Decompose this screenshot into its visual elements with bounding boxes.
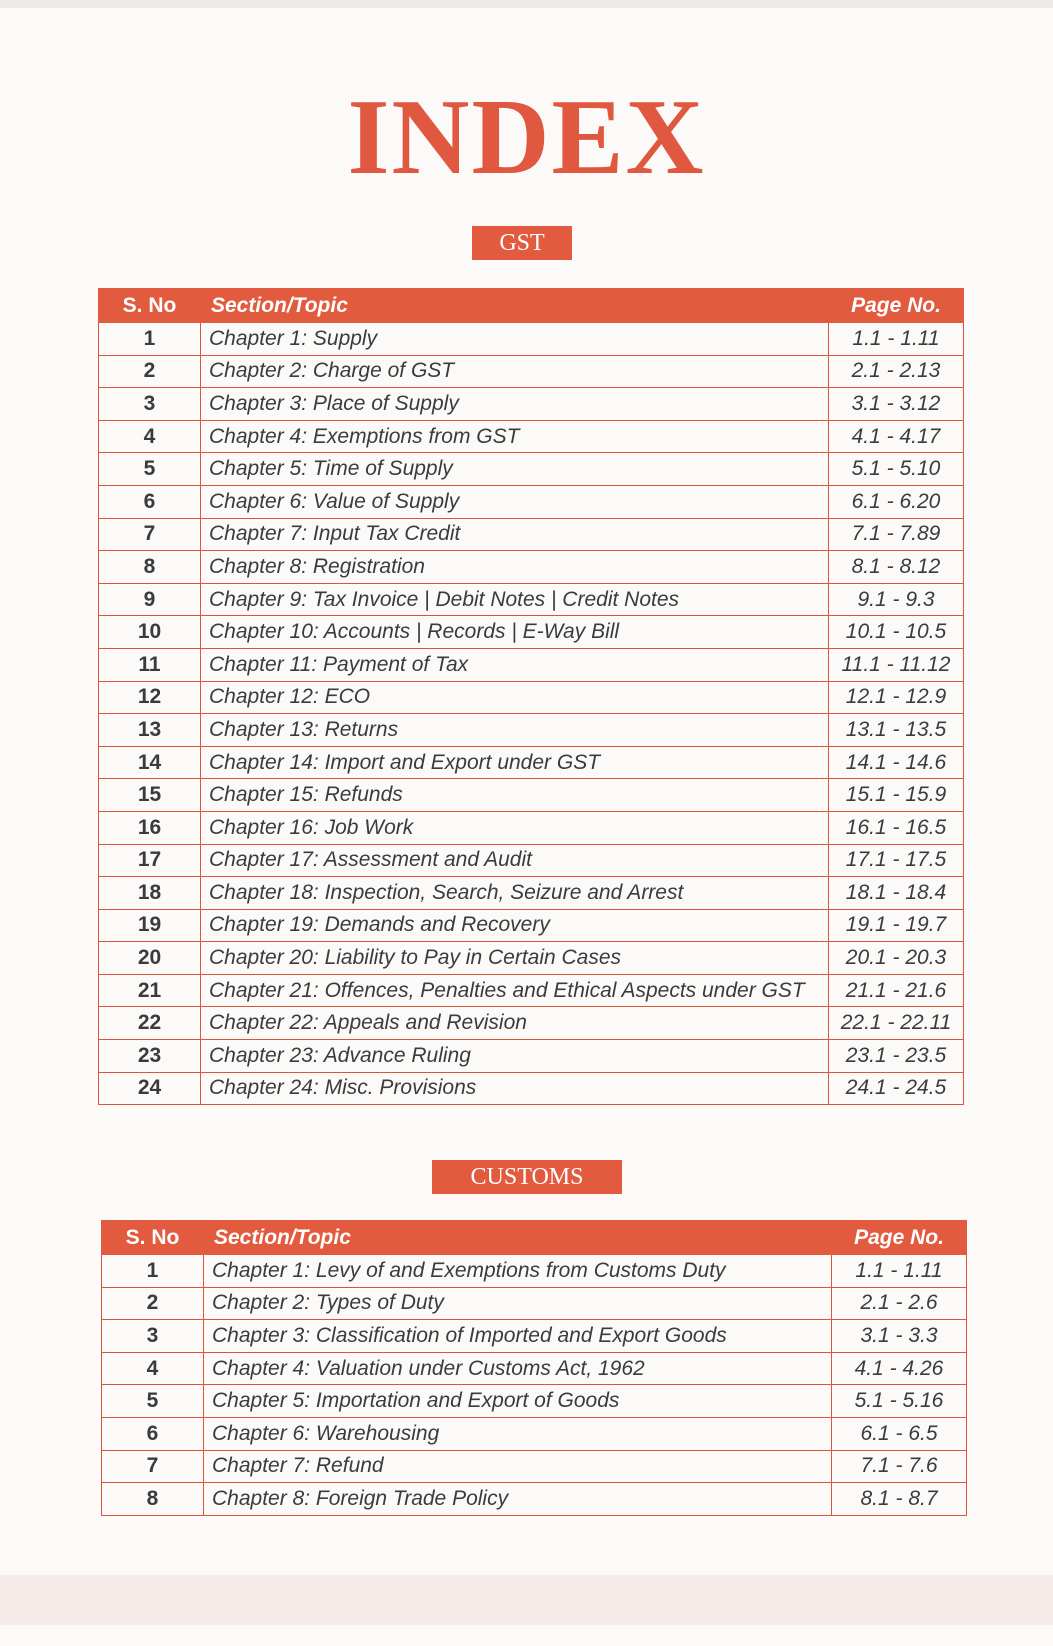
serial-number: 4 (99, 420, 201, 453)
table-row (99, 453, 964, 486)
serial-number: 14 (99, 746, 201, 779)
page-range: 3.1 - 3.12 (829, 388, 964, 421)
gst-table-body (99, 323, 964, 1105)
serial-number: 18 (99, 877, 201, 910)
table-row (99, 811, 964, 844)
page-range: 11.1 - 11.12 (829, 648, 964, 681)
table-row (102, 1417, 967, 1450)
serial-number: 21 (99, 974, 201, 1007)
chapter-title: Chapter 4: Valuation under Customs Act, 1962 (204, 1352, 832, 1385)
page-range: 21.1 - 21.6 (829, 974, 964, 1007)
chapter-title: Chapter 19: Demands and Recovery (201, 909, 829, 942)
chapter-title: Chapter 12: ECO (201, 681, 829, 714)
serial-number: 17 (99, 844, 201, 877)
table-row (99, 779, 964, 812)
serial-number: 5 (99, 453, 201, 486)
page-range: 23.1 - 23.5 (829, 1040, 964, 1073)
page-range: 18.1 - 18.4 (829, 877, 964, 910)
serial-number: 9 (99, 583, 201, 616)
serial-number: 23 (99, 1040, 201, 1073)
chapter-title: Chapter 8: Registration (201, 551, 829, 584)
chapter-title: Chapter 3: Place of Supply (201, 388, 829, 421)
page-range: 10.1 - 10.5 (829, 616, 964, 649)
chapter-title: Chapter 8: Foreign Trade Policy (204, 1483, 832, 1516)
sno-header: S. No (102, 1221, 204, 1255)
serial-number: 19 (99, 909, 201, 942)
sno-header: S. No (99, 289, 201, 323)
page-range: 8.1 - 8.7 (832, 1483, 967, 1516)
chapter-title: Chapter 16: Job Work (201, 811, 829, 844)
table-row (102, 1483, 967, 1516)
serial-number: 3 (102, 1320, 204, 1353)
page-range: 6.1 - 6.5 (832, 1417, 967, 1450)
page-range: 1.1 - 1.11 (832, 1255, 967, 1288)
serial-number: 16 (99, 811, 201, 844)
table-row (102, 1287, 967, 1320)
gst-index-table (98, 288, 964, 1105)
chapter-title: Chapter 23: Advance Ruling (201, 1040, 829, 1073)
table-row (99, 942, 964, 975)
page-bottom-band (0, 1575, 1053, 1625)
page-range: 13.1 - 13.5 (829, 714, 964, 747)
chapter-title: Chapter 11: Payment of Tax (201, 648, 829, 681)
chapter-title: Chapter 6: Warehousing (204, 1417, 832, 1450)
serial-number: 2 (102, 1287, 204, 1320)
chapter-title: Chapter 4: Exemptions from GST (201, 420, 829, 453)
chapter-title: Chapter 15: Refunds (201, 779, 829, 812)
serial-number: 13 (99, 714, 201, 747)
chapter-title: Chapter 7: Refund (204, 1450, 832, 1483)
gst-section-badge: GST (472, 226, 572, 260)
serial-number: 10 (99, 616, 201, 649)
table-row (99, 681, 964, 714)
chapter-title: Chapter 5: Time of Supply (201, 453, 829, 486)
table-row (99, 616, 964, 649)
table-row (99, 323, 964, 356)
chapter-title: Chapter 2: Charge of GST (201, 355, 829, 388)
customs-section-badge: CUSTOMS (432, 1160, 622, 1194)
table-row (99, 1040, 964, 1073)
serial-number: 6 (102, 1417, 204, 1450)
table-row (99, 583, 964, 616)
chapter-title: Chapter 17: Assessment and Audit (201, 844, 829, 877)
chapter-title: Chapter 3: Classification of Imported and Export Goods (204, 1320, 832, 1353)
chapter-title: Chapter 1: Supply (201, 323, 829, 356)
page-range: 12.1 - 12.9 (829, 681, 964, 714)
page-range: 5.1 - 5.16 (832, 1385, 967, 1418)
customs-table-header (102, 1221, 967, 1255)
page-range: 24.1 - 24.5 (829, 1072, 964, 1105)
serial-number: 22 (99, 1007, 201, 1040)
gst-table-header (99, 289, 964, 323)
page-title: INDEX (347, 78, 706, 197)
page-range: 8.1 - 8.12 (829, 551, 964, 584)
serial-number: 24 (99, 1072, 201, 1105)
table-row (99, 714, 964, 747)
page-range: 14.1 - 14.6 (829, 746, 964, 779)
table-row (99, 551, 964, 584)
customs-table-body (102, 1255, 967, 1516)
serial-number: 1 (102, 1255, 204, 1288)
page-header: Page No. (829, 289, 964, 323)
chapter-title: Chapter 10: Accounts | Records | E-Way Bill (201, 616, 829, 649)
serial-number: 5 (102, 1385, 204, 1418)
serial-number: 4 (102, 1352, 204, 1385)
table-row (99, 485, 964, 518)
topic-header: Section/Topic (204, 1221, 832, 1255)
table-row (99, 974, 964, 1007)
page-range: 2.1 - 2.13 (829, 355, 964, 388)
table-row (99, 844, 964, 877)
table-row (99, 518, 964, 551)
page-header: Page No. (832, 1221, 967, 1255)
page-range: 1.1 - 1.11 (829, 323, 964, 356)
page-range: 20.1 - 20.3 (829, 942, 964, 975)
page-range: 6.1 - 6.20 (829, 485, 964, 518)
page-range: 7.1 - 7.6 (832, 1450, 967, 1483)
serial-number: 3 (99, 388, 201, 421)
chapter-title: Chapter 14: Import and Export under GST (201, 746, 829, 779)
page-range: 17.1 - 17.5 (829, 844, 964, 877)
serial-number: 8 (102, 1483, 204, 1516)
chapter-title: Chapter 2: Types of Duty (204, 1287, 832, 1320)
chapter-title: Chapter 22: Appeals and Revision (201, 1007, 829, 1040)
page-range: 19.1 - 19.7 (829, 909, 964, 942)
serial-number: 1 (99, 323, 201, 356)
chapter-title: Chapter 21: Offences, Penalties and Ethical Aspects under GST (201, 974, 829, 1007)
serial-number: 15 (99, 779, 201, 812)
chapter-title: Chapter 6: Value of Supply (201, 485, 829, 518)
serial-number: 8 (99, 551, 201, 584)
table-row (102, 1320, 967, 1353)
table-row (102, 1450, 967, 1483)
chapter-title: Chapter 20: Liability to Pay in Certain Cases (201, 942, 829, 975)
page-range: 2.1 - 2.6 (832, 1287, 967, 1320)
page-range: 22.1 - 22.11 (829, 1007, 964, 1040)
table-row (99, 1072, 964, 1105)
table-row (99, 909, 964, 942)
serial-number: 7 (102, 1450, 204, 1483)
chapter-title: Chapter 7: Input Tax Credit (201, 518, 829, 551)
serial-number: 11 (99, 648, 201, 681)
table-row (99, 746, 964, 779)
chapter-title: Chapter 24: Misc. Provisions (201, 1072, 829, 1105)
serial-number: 6 (99, 485, 201, 518)
page-range: 15.1 - 15.9 (829, 779, 964, 812)
page-range: 7.1 - 7.89 (829, 518, 964, 551)
customs-index-table (101, 1220, 967, 1516)
page-range: 9.1 - 9.3 (829, 583, 964, 616)
table-row (99, 355, 964, 388)
table-row (102, 1352, 967, 1385)
table-row (99, 420, 964, 453)
topic-header: Section/Topic (201, 289, 829, 323)
page-range: 16.1 - 16.5 (829, 811, 964, 844)
chapter-title: Chapter 18: Inspection, Search, Seizure and Arrest (201, 877, 829, 910)
page-range: 3.1 - 3.3 (832, 1320, 967, 1353)
serial-number: 20 (99, 942, 201, 975)
chapter-title: Chapter 5: Importation and Export of Goods (204, 1385, 832, 1418)
serial-number: 2 (99, 355, 201, 388)
table-row (99, 1007, 964, 1040)
chapter-title: Chapter 1: Levy of and Exemptions from Customs Duty (204, 1255, 832, 1288)
table-row (99, 877, 964, 910)
serial-number: 7 (99, 518, 201, 551)
serial-number: 12 (99, 681, 201, 714)
table-row (99, 648, 964, 681)
page-range: 4.1 - 4.26 (832, 1352, 967, 1385)
table-row (102, 1385, 967, 1418)
table-row (99, 388, 964, 421)
chapter-title: Chapter 9: Tax Invoice | Debit Notes | Credit Notes (201, 583, 829, 616)
page-range: 4.1 - 4.17 (829, 420, 964, 453)
chapter-title: Chapter 13: Returns (201, 714, 829, 747)
table-row (102, 1255, 967, 1288)
page-top-shade (0, 0, 1053, 8)
page-range: 5.1 - 5.10 (829, 453, 964, 486)
